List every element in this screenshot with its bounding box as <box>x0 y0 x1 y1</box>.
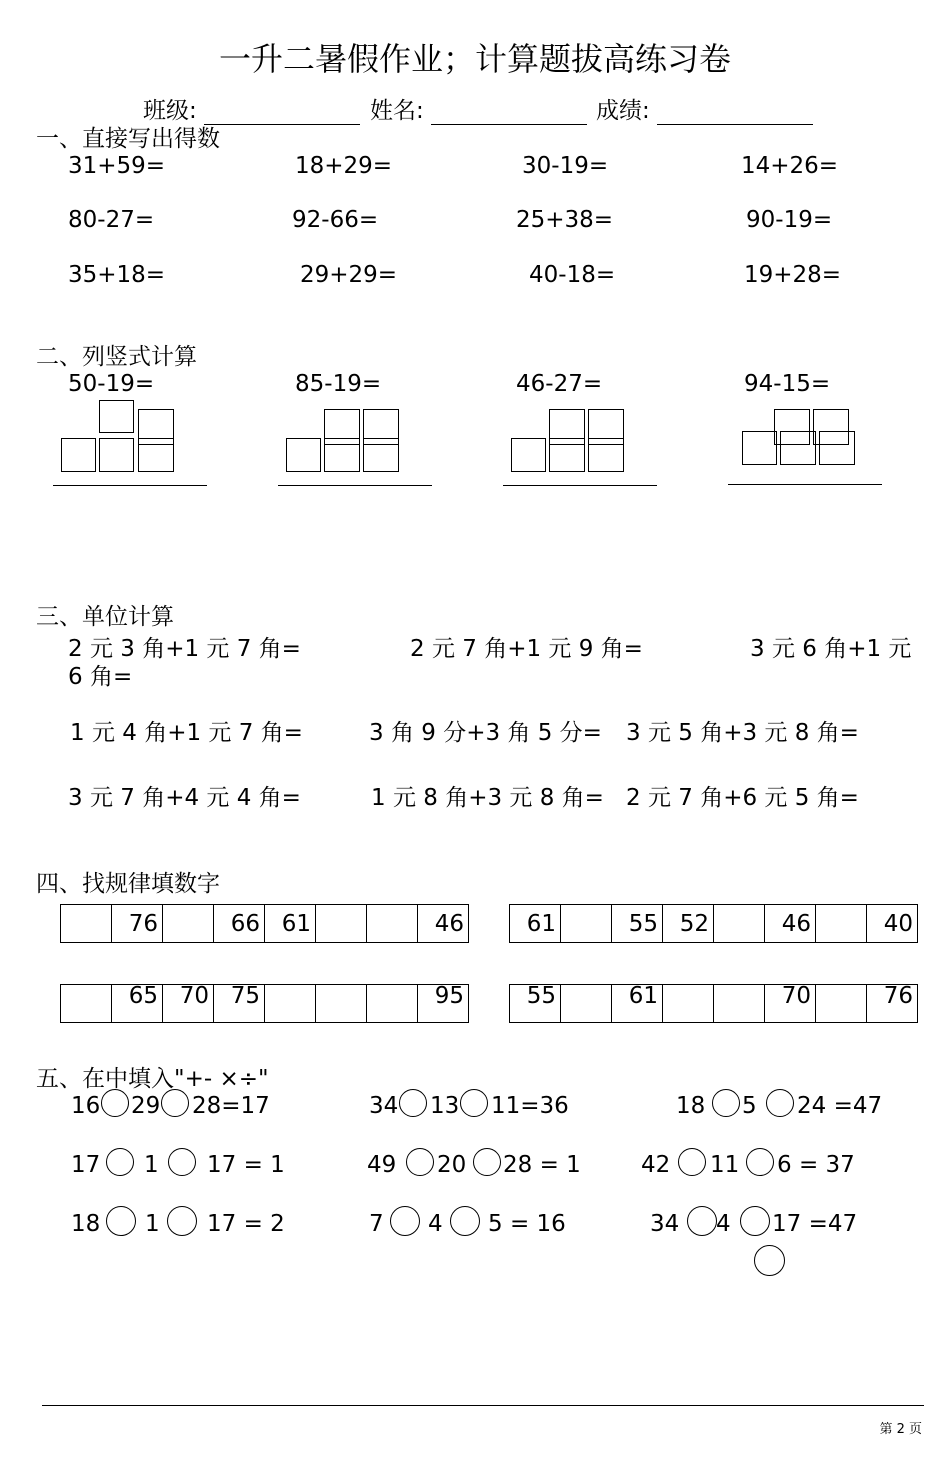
operator-circle[interactable] <box>106 1148 134 1176</box>
answer-box[interactable] <box>99 400 134 433</box>
problem: 2 元 7 角+6 元 5 角= <box>626 785 859 811</box>
calc-line <box>728 484 882 485</box>
operator-circle[interactable] <box>167 1206 197 1236</box>
problem: 18+29= <box>295 153 393 179</box>
problem: 2 元 7 角+1 元 9 角= <box>410 636 643 662</box>
problem-wrap: 6 角= <box>68 664 133 690</box>
sequence-cell[interactable]: 61 <box>265 905 316 943</box>
problem: 1 元 4 角+1 元 7 角= <box>70 720 303 746</box>
problem: 85-19= <box>295 371 382 397</box>
problem: 30-19= <box>522 153 609 179</box>
problem: 50-19= <box>68 371 155 397</box>
problem: 29+29= <box>300 262 398 288</box>
problem: 3 元 6 角+1 元 <box>750 636 912 662</box>
operand: 4 <box>428 1211 443 1237</box>
sequence-cell[interactable] <box>316 985 367 1023</box>
sequence-cell[interactable]: 46 <box>765 905 816 943</box>
problem: 25+38= <box>516 207 614 233</box>
operand: 13 <box>430 1093 460 1119</box>
operand: 17 =47 <box>772 1211 858 1237</box>
answer-box[interactable] <box>324 438 360 472</box>
sequence-cell[interactable]: 61 <box>612 985 663 1023</box>
sequence-cell[interactable] <box>663 985 714 1023</box>
class-label: 班级: <box>143 98 197 124</box>
sequence-cell[interactable] <box>367 985 418 1023</box>
sequence-cell[interactable]: 70 <box>765 985 816 1023</box>
sequence-table <box>60 904 469 943</box>
operator-circle[interactable] <box>678 1148 706 1176</box>
sequence-cell[interactable]: 52 <box>663 905 714 943</box>
sequence-cell[interactable] <box>61 905 112 943</box>
sequence-cell[interactable] <box>714 985 765 1023</box>
sequence-cell[interactable]: 66 <box>214 905 265 943</box>
operator-circle[interactable] <box>473 1148 501 1176</box>
operand: 5 = 16 <box>488 1211 566 1237</box>
class-blank[interactable] <box>204 102 360 125</box>
operand: 20 <box>437 1152 467 1178</box>
problem: 3 角 9 分+3 角 5 分= <box>369 720 602 746</box>
calc-line <box>278 485 432 486</box>
answer-box[interactable] <box>819 431 855 465</box>
answer-box[interactable] <box>780 431 816 465</box>
problem: 40-18= <box>529 262 616 288</box>
sequence-table <box>60 984 469 1023</box>
sequence-cell[interactable] <box>714 905 765 943</box>
answer-box[interactable] <box>363 438 399 472</box>
section1-title: 一、直接写出得数 <box>36 126 220 152</box>
calc-line <box>503 485 657 486</box>
section4-title: 四、找规律填数字 <box>36 871 220 897</box>
problem: 3 元 5 角+3 元 8 角= <box>626 720 859 746</box>
operator-circle[interactable] <box>101 1089 129 1117</box>
operator-circle[interactable] <box>390 1206 420 1236</box>
section5-title: 五、在中填入"+- ×÷" <box>36 1066 269 1092</box>
operand: 42 <box>641 1152 671 1178</box>
operand: 11 <box>710 1152 740 1178</box>
problem: 94-15= <box>744 371 831 397</box>
operand: 16 <box>71 1093 101 1119</box>
operand: 18 <box>676 1093 706 1119</box>
name-blank[interactable] <box>431 102 587 125</box>
operator-circle[interactable] <box>450 1206 480 1236</box>
sequence-cell[interactable]: 46 <box>418 905 469 943</box>
score-label: 成绩: <box>596 98 650 124</box>
page-title: 一升二暑假作业；计算题拔高练习卷 <box>218 40 731 78</box>
problem: 31+59= <box>68 153 166 179</box>
operand: 4 <box>716 1211 731 1237</box>
operand: 11=36 <box>491 1093 569 1119</box>
operand: 49 <box>367 1152 397 1178</box>
operator-circle[interactable] <box>460 1089 488 1117</box>
sequence-cell[interactable]: 40 <box>867 905 918 943</box>
answer-box[interactable] <box>549 438 585 472</box>
operand: 29 <box>131 1093 161 1119</box>
calc-line <box>53 485 207 486</box>
sequence-cell[interactable]: 65 <box>112 985 163 1023</box>
sequence-cell[interactable] <box>367 905 418 943</box>
operator-circle[interactable] <box>740 1206 770 1236</box>
section3-title: 三、单位计算 <box>36 604 174 630</box>
sequence-cell[interactable] <box>816 985 867 1023</box>
operand: 17 = 2 <box>207 1211 285 1237</box>
answer-box[interactable] <box>286 438 321 472</box>
page-number: 第 2 页 <box>879 1422 922 1437</box>
operand: 5 <box>742 1093 757 1119</box>
operator-circle[interactable] <box>406 1148 434 1176</box>
sequence-cell[interactable] <box>561 905 612 943</box>
sequence-cell[interactable]: 55 <box>612 905 663 943</box>
sequence-cell[interactable]: 61 <box>510 905 561 943</box>
sequence-cell[interactable] <box>316 905 367 943</box>
answer-box[interactable] <box>511 438 546 472</box>
operand: 1 <box>145 1211 160 1237</box>
name-field <box>370 92 587 125</box>
operator-circle[interactable] <box>687 1206 717 1236</box>
sequence-cell[interactable]: 55 <box>510 985 561 1023</box>
sequence-cell[interactable] <box>816 905 867 943</box>
operand: 18 <box>71 1211 101 1237</box>
answer-box[interactable] <box>742 431 777 465</box>
answer-box[interactable] <box>61 438 96 472</box>
problem: 3 元 7 角+4 元 4 角= <box>68 785 301 811</box>
sequence-cell[interactable] <box>163 905 214 943</box>
problem: 1 元 8 角+3 元 8 角= <box>371 785 604 811</box>
score-field <box>596 92 813 125</box>
sequence-cell[interactable] <box>561 985 612 1023</box>
operand: 28 = 1 <box>503 1152 581 1178</box>
answer-box[interactable] <box>588 438 624 472</box>
operator-circle[interactable] <box>168 1148 196 1176</box>
operator-circle[interactable] <box>106 1206 136 1236</box>
operator-circle[interactable] <box>754 1245 785 1276</box>
problem: 46-27= <box>516 371 603 397</box>
sequence-cell[interactable]: 76 <box>112 905 163 943</box>
section2-title: 二、列竖式计算 <box>36 344 197 370</box>
operand: 34 <box>369 1093 399 1119</box>
footer-line <box>42 1405 924 1406</box>
answer-box[interactable] <box>138 438 174 472</box>
problem: 14+26= <box>741 153 839 179</box>
operand: 7 <box>369 1211 384 1237</box>
sequence-cell[interactable] <box>265 985 316 1023</box>
problem: 80-27= <box>68 207 155 233</box>
problem: 92-66= <box>292 207 379 233</box>
operator-circle[interactable] <box>161 1089 189 1117</box>
name-label: 姓名: <box>370 98 424 124</box>
sequence-cell[interactable]: 70 <box>163 985 214 1023</box>
answer-box[interactable] <box>99 438 134 472</box>
operator-circle[interactable] <box>399 1089 427 1117</box>
sequence-cell[interactable] <box>61 985 112 1023</box>
problem: 19+28= <box>744 262 842 288</box>
problem: 90-19= <box>746 207 833 233</box>
sequence-table <box>509 984 918 1023</box>
sequence-cell[interactable]: 75 <box>214 985 265 1023</box>
operator-circle[interactable] <box>766 1089 794 1117</box>
operator-circle[interactable] <box>712 1089 740 1117</box>
problem: 35+18= <box>68 262 166 288</box>
operand: 28=17 <box>192 1093 270 1119</box>
sequence-cell[interactable]: 95 <box>418 985 469 1023</box>
sequence-cell[interactable]: 76 <box>867 985 918 1023</box>
operand: 34 <box>650 1211 680 1237</box>
operand: 17 = 1 <box>207 1152 285 1178</box>
operand: 24 =47 <box>797 1093 883 1119</box>
operator-circle[interactable] <box>746 1148 774 1176</box>
operand: 1 <box>144 1152 159 1178</box>
operand: 6 = 37 <box>777 1152 855 1178</box>
sequence-table <box>509 904 918 943</box>
score-blank[interactable] <box>657 102 813 125</box>
problem: 2 元 3 角+1 元 7 角= <box>68 636 301 662</box>
operand: 17 <box>71 1152 101 1178</box>
